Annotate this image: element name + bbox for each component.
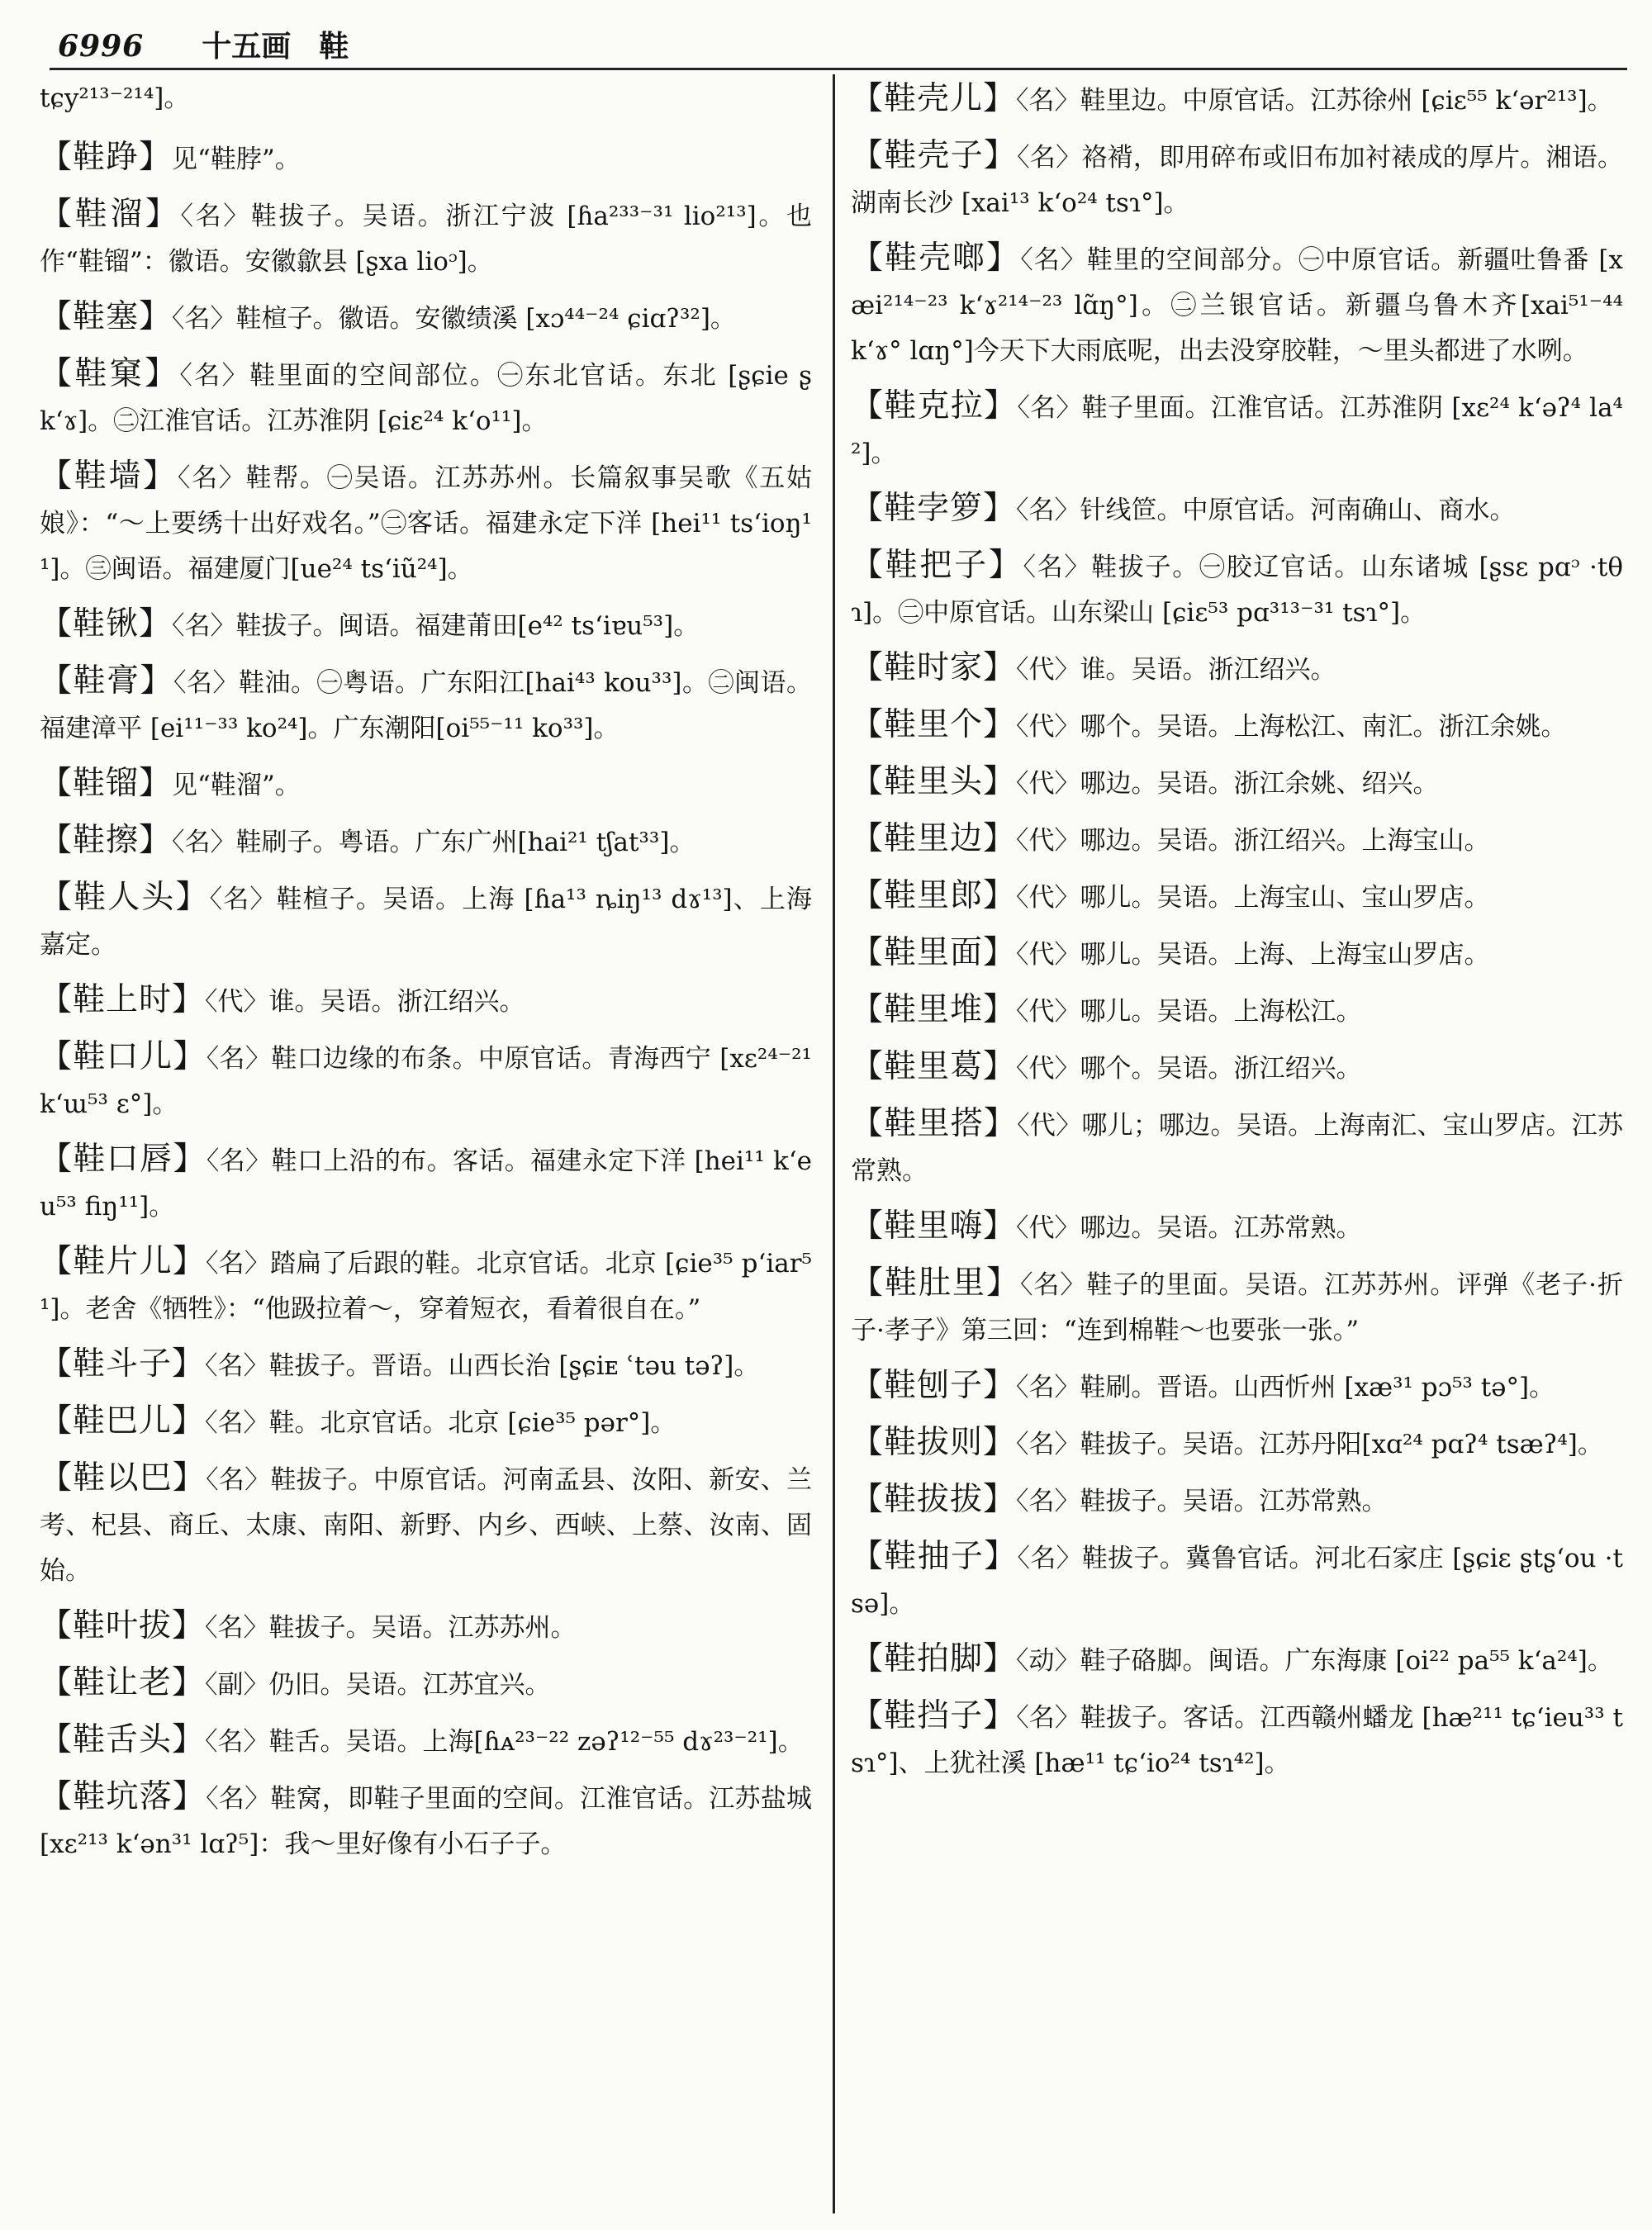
dictionary-entry	[40, 1603, 812, 1651]
stroke-section-label: 十五画	[202, 29, 292, 64]
entry-definition: 〈名〉鞋拔子。吴语。江苏常熟。	[1016, 1487, 1388, 1516]
dictionary-entry	[40, 351, 812, 444]
entry-definition: 〈名〉鞋。北京官话。北京 [ɕie³⁵ pər°]。	[205, 1408, 676, 1438]
entry-headword: 【鞋壳儿】	[851, 80, 1017, 117]
dictionary-entry	[40, 135, 812, 183]
entry-definition: 〈名〉鞋舌。吴语。上海[ɦᴀ²³⁻²² zəʔ¹²⁻⁵⁵ dɤ²³⁻²¹]。	[205, 1727, 804, 1757]
dictionary-entry	[851, 759, 1623, 807]
dictionary-entry	[851, 873, 1623, 921]
entry-definition: 〈名〉袼褙，即用碎布或旧布加衬裱成的厚片。湘语。湖南长沙 [xai¹³ k‘o²⁴ tsɿ°]。	[851, 143, 1623, 218]
entry-headword: 【鞋里郎】	[851, 877, 1017, 914]
page-number: 6996	[58, 29, 145, 64]
left-column	[40, 76, 812, 2215]
entry-definition: 〈名〉鞋拔子。晋语。山西长治 [ʂɕiᴇ ʿtəu təʔ]。	[205, 1351, 760, 1381]
dictionary-entry	[851, 1534, 1623, 1627]
dictionary-entry	[851, 486, 1623, 534]
dictionary-entry	[40, 294, 812, 342]
left-entry-list	[40, 135, 812, 1867]
entry-definition: 〈名〉鞋刷子。粤语。广东广州[hai²¹ tʃat³³]。	[172, 828, 695, 857]
dictionary-entry	[40, 1717, 812, 1765]
entry-definition: 〈名〉鞋拔子。吴语。浙江宁波 [ɦa²³³⁻³¹ lio²¹³]。也作“鞋镏”：徽语。安徽歙县 [ʂxa lioᵓ]。	[40, 202, 812, 277]
entry-headword: 【鞋让老】	[40, 1664, 206, 1701]
entry-headword: 【鞋舌头】	[40, 1721, 206, 1758]
entry-definition: 〈名〉鞋拔子。㊀胶辽官话。山东诸城 [ʂsɛ pɑᵓ ·tθɿ]。㊁中原官话。山东梁山 [ɕiɛ⁵³ pɑ³¹³⁻³¹ tsɿ°]。	[851, 553, 1623, 628]
entry-headword: 【鞋以巴】	[40, 1459, 206, 1497]
entry-headword: 【鞋片儿】	[40, 1243, 206, 1280]
dictionary-entry	[851, 1260, 1623, 1354]
dictionary-entry	[851, 816, 1623, 864]
dictionary-entry	[851, 1693, 1623, 1786]
dictionary-entry	[40, 1398, 812, 1446]
entry-definition: 〈名〉踏扁了后跟的鞋。北京官话。北京 [ɕie³⁵ p‘iar⁵¹]。老舍《牺牲》：“他趿拉着～，穿着短衣，看着很自在。”	[40, 1249, 812, 1324]
entry-headword: 【鞋里边】	[851, 820, 1017, 857]
entry-definition: 〈代〉哪边。吴语。浙江绍兴。上海宝山。	[1016, 826, 1490, 856]
dictionary-entry	[851, 76, 1623, 124]
entry-headword: 【鞋里面】	[851, 934, 1017, 971]
entry-headword: 【鞋人头】	[40, 879, 210, 916]
dictionary-entry	[40, 761, 812, 809]
dictionary-entry	[851, 1101, 1623, 1194]
dictionary-entry	[851, 1636, 1623, 1684]
right-column	[851, 76, 1623, 2215]
entry-definition: 〈代〉哪儿。吴语。上海宝山、宝山罗店。	[1016, 883, 1490, 913]
entry-definition: 〈代〉哪边。吴语。浙江余姚、绍兴。	[1016, 769, 1439, 799]
entry-headword: 【鞋坑落】	[40, 1778, 206, 1815]
entry-headword: 【鞋里堆】	[851, 991, 1017, 1028]
entry-definition: 〈名〉鞋口边缘的布条。中原官话。青海西宁 [xɛ²⁴⁻²¹ k‘ɯ⁵³ ɛ°]。	[40, 1044, 812, 1119]
entry-headword: 【鞋把子】	[851, 547, 1023, 584]
entry-definition: 〈名〉鞋里的空间部分。㊀中原官话。新疆吐鲁番 [xæi²¹⁴⁻²³ k‘ɤ²¹⁴⁻²³ lɑ̃ŋ°]。㊁兰银官话。新疆乌鲁木齐[xai⁵¹⁻⁴⁴ k‘ɤ° lɑŋ°]今天下大雨底呢，出去没穿胶鞋，～里头都进了水咧。	[851, 245, 1623, 366]
entry-definition: 〈代〉谁。吴语。浙江绍兴。	[205, 987, 525, 1017]
entry-headword: 【鞋抽子】	[851, 1538, 1018, 1575]
continuation-text: tɕy²¹³⁻²¹⁴]。	[40, 83, 190, 113]
dictionary-entry	[851, 235, 1623, 374]
entry-definition: 见“鞋脖”。	[172, 145, 301, 174]
entry-definition: 〈代〉哪个。吴语。浙江绍兴。	[1016, 1054, 1362, 1084]
entry-definition: 〈名〉鞋拔子。吴语。江苏苏州。	[205, 1613, 577, 1643]
entry-headword: 【鞋孛箩】	[851, 490, 1017, 527]
dictionary-entry	[40, 818, 812, 866]
entry-headword: 【鞋镏】	[40, 765, 173, 802]
entry-headword: 【鞋里葛】	[851, 1048, 1017, 1085]
entry-headword: 【鞋踭】	[40, 139, 173, 176]
entry-definition: 〈代〉哪边。吴语。江苏常熟。	[1016, 1213, 1362, 1243]
dictionary-entry	[851, 645, 1623, 693]
entry-definition: 〈名〉鞋里边。中原官话。江苏徐州 [ɕiɛ⁵⁵ k‘ər²¹³]。	[1016, 86, 1613, 116]
head-character: 鞋	[319, 29, 349, 64]
right-entry-list	[851, 76, 1623, 1786]
entry-definition: 〈名〉鞋拔子。闽语。福建莆田[e⁴² ts‘iɐu⁵³]。	[172, 611, 700, 641]
dictionary-entry	[851, 930, 1623, 978]
dictionary-entry	[851, 133, 1623, 226]
dictionary-entry	[851, 702, 1623, 750]
entry-headword: 【鞋里搭】	[851, 1105, 1018, 1142]
entry-definition: 〈副〉仍旧。吴语。江苏宜兴。	[205, 1670, 551, 1700]
dictionary-entry	[851, 1203, 1623, 1251]
entry-headword: 【鞋里头】	[851, 763, 1017, 800]
entry-headword: 【鞋锹】	[40, 605, 173, 643]
dictionary-entry	[40, 977, 812, 1025]
dictionary-entry	[851, 383, 1623, 477]
entry-definition: 〈名〉鞋拔子。吴语。江苏丹阳[xɑ²⁴ pɑʔ⁴ tsæʔ⁴]。	[1016, 1430, 1603, 1459]
dictionary-entry	[40, 1455, 812, 1594]
entry-headword: 【鞋刨子】	[851, 1367, 1017, 1404]
entry-headword: 【鞋塞】	[40, 298, 173, 335]
entry-headword: 【鞋窠】	[40, 355, 180, 392]
dictionary-entry	[40, 192, 812, 285]
entry-headword: 【鞋墙】	[40, 458, 178, 495]
entry-headword: 【鞋克拉】	[851, 387, 1018, 425]
entry-headword: 【鞋膏】	[40, 662, 173, 700]
dictionary-entry	[851, 1420, 1623, 1468]
entry-definition: 〈代〉哪儿；哪边。吴语。上海南汇、宝山罗店。江苏常熟。	[851, 1111, 1623, 1186]
entry-headword: 【鞋壳子】	[851, 137, 1018, 174]
dictionary-entry	[851, 987, 1623, 1035]
entry-headword: 【鞋擦】	[40, 822, 173, 859]
dictionary-entry	[40, 1239, 812, 1332]
entry-definition: 〈名〉鞋楦子。吴语。上海 [ɦa¹³ ȵiŋ¹³ dɤ¹³]、上海嘉定。	[40, 885, 812, 960]
dictionary-entry	[40, 601, 812, 649]
entry-headword: 【鞋口唇】	[40, 1141, 206, 1178]
entry-headword: 【鞋拔拔】	[851, 1481, 1017, 1518]
entry-definition: 〈名〉鞋刷。晋语。山西忻州 [xæ³¹ pɔ⁵³ tə°]。	[1016, 1373, 1555, 1402]
dictionary-entry	[851, 1477, 1623, 1525]
entry-definition: 〈代〉谁。吴语。浙江绍兴。	[1016, 655, 1336, 685]
entry-definition: 〈代〉哪个。吴语。上海松江、南汇。浙江余姚。	[1016, 712, 1567, 742]
dictionary-entry	[851, 1363, 1623, 1411]
entry-headword: 【鞋口儿】	[40, 1038, 206, 1075]
entry-headword: 【鞋巴儿】	[40, 1402, 206, 1440]
entry-headword: 【鞋挡子】	[851, 1697, 1017, 1734]
entry-definition: 〈名〉鞋拔子。中原官话。河南孟县、汝阳、新安、兰考、杞县、商丘、太康、南阳、新野、内乡、西峡、上蔡、汝南、固始。	[40, 1465, 812, 1586]
entry-headword: 【鞋拍脚】	[851, 1640, 1017, 1677]
entry-definition: 〈名〉鞋帮。㊀吴语。江苏苏州。长篇叙事吴歌《五姑娘》：“～上要绣十出好戏名。”㊁客话。福建永定下洋 [hei¹¹ ts‘ioŋ¹¹]。㊂闽语。福建厦门[ue²⁴ ts‘iũ²⁴]。	[40, 463, 812, 584]
page-header	[58, 23, 1627, 63]
entry-definition: 〈代〉哪儿。吴语。上海松江。	[1016, 997, 1362, 1027]
entry-headword: 【鞋叶拔】	[40, 1607, 206, 1644]
entry-definition: 〈动〉鞋子硌脚。闽语。广东海康 [oi²² pa⁵⁵ k‘a²⁴]。	[1016, 1646, 1613, 1676]
entry-definition: 〈名〉鞋油。㊀粤语。广东阳江[hai⁴³ kou³³]。㊁闽语。福建漳平 [ei¹¹⁻³³ ko²⁴]。广东潮阳[oi⁵⁵⁻¹¹ ko³³]。	[40, 668, 812, 743]
entry-definition: 见“鞋溜”。	[172, 771, 301, 800]
entry-headword: 【鞋里嗨】	[851, 1208, 1017, 1245]
dictionary-entry	[40, 1660, 812, 1708]
dictionary-entry	[40, 1341, 812, 1389]
entry-definition: 〈名〉鞋拔子。冀鲁官话。河北石家庄 [ʂɕiɛ ʂtʂ‘ou ·tsə]。	[851, 1544, 1623, 1619]
entry-definition: 〈名〉鞋口上沿的布。客话。福建永定下洋 [hei¹¹ k‘eu⁵³ fiŋ¹¹]。	[40, 1146, 812, 1222]
dictionary-entry	[40, 658, 812, 752]
dictionary-entry	[40, 1774, 812, 1867]
dictionary-entry	[40, 453, 812, 592]
entry-definition: 〈名〉鞋子里面。江淮官话。江苏淮阴 [xɛ²⁴ k‘əʔ⁴ la⁴²]。	[851, 393, 1623, 468]
entry-headword: 【鞋上时】	[40, 981, 206, 1018]
dictionary-entry	[851, 1044, 1623, 1092]
entry-headword: 【鞋斗子】	[40, 1345, 206, 1383]
entry-definition: 〈名〉鞋里面的空间部位。㊀东北官话。东北 [ʂɕie ʂk‘ɤ]。㊁江淮官话。江苏淮阴 [ɕiɛ²⁴ k‘o¹¹]。	[40, 361, 812, 436]
entry-definition: 〈名〉鞋楦子。徽语。安徽绩溪 [xɔ⁴⁴⁻²⁴ ɕiɑʔ³²]。	[172, 304, 736, 334]
entry-headword: 【鞋壳啷】	[851, 240, 1021, 277]
entry-headword: 【鞋拔则】	[851, 1424, 1017, 1461]
entry-definition: 〈名〉鞋拔子。客话。江西赣州蟠龙 [hæ²¹¹ tɕ‘ieu³³ tsɿ°]、上犹社溪 [hæ¹¹ tɕ‘io²⁴ tsɿ⁴²]。	[851, 1703, 1623, 1778]
entry-definition: 〈名〉针线笸。中原官话。河南确山、商水。	[1016, 496, 1516, 525]
entry-definition: 〈名〉鞋子的里面。吴语。江苏苏州。评弹《老子·折子·孝子》第三回：“连到棉鞋～也要张一张。”	[851, 1270, 1623, 1345]
entry-headword: 【鞋时家】	[851, 649, 1017, 686]
dictionary-entry	[40, 1136, 812, 1230]
entry-definition: 〈名〉鞋窝，即鞋子里面的空间。江淮官话。江苏盐城 [xɛ²¹³ k‘ən³¹ lɑʔ⁵]：我～里好像有小石子子。	[40, 1784, 812, 1859]
entry-headword: 【鞋里个】	[851, 706, 1017, 743]
dictionary-entry	[851, 543, 1623, 636]
dictionary-entry	[40, 875, 812, 968]
dictionary-entry	[40, 1034, 812, 1127]
column-divider	[833, 74, 835, 2213]
header-rule	[50, 68, 1627, 70]
entry-headword: 【鞋肚里】	[851, 1264, 1020, 1302]
entry-headword: 【鞋溜】	[40, 196, 181, 233]
entry-definition: 〈代〉哪儿。吴语。上海、上海宝山罗店。	[1016, 940, 1490, 970]
